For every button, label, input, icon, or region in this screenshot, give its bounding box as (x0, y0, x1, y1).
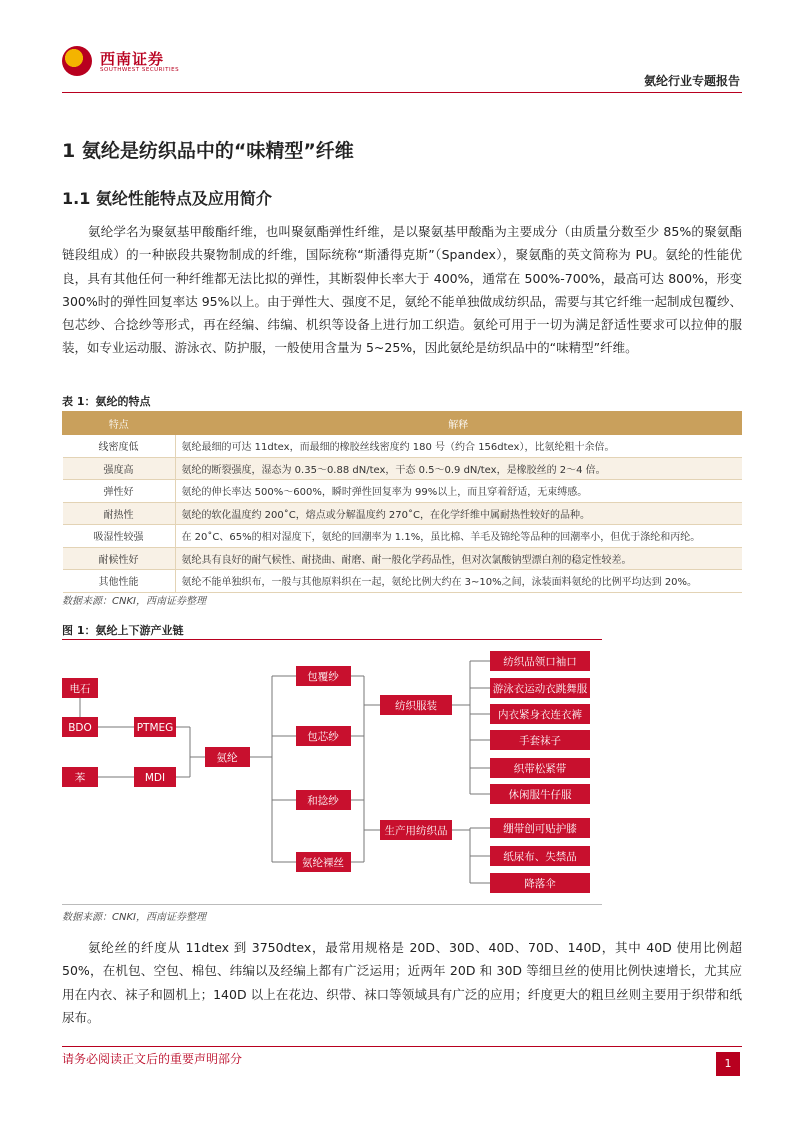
node-mdi: MDI (144, 772, 166, 784)
node-ben: 苯 (74, 772, 86, 784)
node-baoxin: 包芯纱 (307, 731, 339, 743)
node-product: 纸尿布、失禁品 (503, 851, 577, 863)
node-product: 绷带创可贴护膝 (503, 823, 577, 835)
table-1-caption: 表 1：氨纶的特点 (62, 395, 151, 408)
feature-desc: 氨纶的断裂强度，湿态为 0.35～0.88 dN/tex，干态 0.5～0.9 dN/tex，是橡胶丝的 2～4 倍。 (175, 457, 742, 480)
table-header-cell: 解释 (175, 412, 742, 435)
table-1-source: 数据来源：CNKI，西南证券整理 (62, 596, 206, 607)
feature-desc: 氨纶的软化温度约 200˚C，熔点或分解温度约 270˚C，在化学纤维中属耐热性较好的品种。 (175, 502, 742, 525)
section-1-heading: 1 氨纶是纺织品中的“味精型”纤维 (62, 140, 354, 162)
node-fangzhi: 纺织服装 (395, 700, 437, 712)
footer-rule (62, 1046, 742, 1047)
node-baofu: 包覆纱 (307, 671, 339, 683)
node-dianshi: 电石 (69, 683, 91, 695)
feature-desc: 在 20˚C、65%的相对湿度下，氨纶的回潮率为 1.1%，虽比棉、羊毛及锦纶等品种的回潮率小，但优于涤纶和丙纶。 (175, 525, 742, 548)
node-luosi: 氨纶裸丝 (302, 857, 344, 869)
feature-desc: 氨纶不能单独织布，一般与其他原料织在一起，氨纶比例大约在 3~10%之间，泳装面料氨纶的比例平均达到 20%。 (175, 570, 742, 593)
node-ptmeg: PTMEG (136, 722, 174, 734)
intro-paragraph: 氨纶学名为聚氨基甲酸酯纤维，也叫聚氨酯弹性纤维，是以聚氨基甲酸酯为主要成分（由质量分数至少 85%的聚氨酯链段组成）的一种嵌段共聚物制成的纤维，国际统称“斯潘得克斯”（Spandex），聚氨酯的英文简称为 PU。氨纶的性能优良，具有其他任何一种纤维都无法比拟的弹性，其断裂伸长率大于 400%，通常在 500%-700%，最高可达 800%，形变 300%时的弹性回复率达 95%以上。由于弹性大、强度不足，氨纶不能单独做成纺织品，需要与其它纤维一起制成包覆纱、包芯纱、合捻纱等形式，再在经编、纬编、机织等设备上进行加工织造。氨纶可用于一切为满足舒适性要求可以拉伸的服装，如专业运动服、游泳衣、防护服，一般使用含量为 5~25%，因此氨纶是纺织品中的“味精型”纤维。 (62, 224, 742, 356)
feature-name: 吸湿性较强 (63, 525, 176, 548)
node-henian: 和捻纱 (307, 795, 339, 807)
figure-1-source: 数据来源：CNKI，西南证券整理 (62, 912, 206, 923)
feature-desc: 氨纶最细的可达 11dtex，而最细的橡胶丝线密度约 180 号（约合 156dtex），比氨纶粗十余倍。 (175, 435, 742, 458)
report-title: 氨纶行业专题报告 (643, 74, 740, 88)
feature-desc: 氨纶具有良好的耐气候性、耐挠曲、耐磨、耐一般化学药品性，但对次氯酸钠型漂白剂的稳定性较差。 (175, 547, 742, 570)
disclaimer-notice: 请务必阅读正文后的重要声明部分 (62, 1052, 243, 1066)
node-shengchan: 生产用纺织品 (384, 825, 448, 837)
figure-1-caption: 图 1：氨纶上下游产业链 (62, 624, 184, 637)
node-bdo: BDO (68, 722, 92, 734)
node-anlun: 氨纶 (216, 752, 238, 764)
node-product: 手套袜子 (519, 735, 561, 747)
node-product: 游泳衣运动衣跳舞服 (492, 683, 588, 695)
feature-name: 弹性好 (63, 480, 176, 503)
logo-text: 西南证券 (100, 50, 165, 68)
figure-bottom-rule (62, 904, 602, 905)
page-number: 1 (716, 1052, 740, 1076)
table-header-cell: 特点 (63, 412, 176, 435)
section-1-1-heading: 1.1 氨纶性能特点及应用简介 (62, 189, 272, 208)
feature-name: 耐候性好 (63, 547, 176, 570)
node-product: 织带松紧带 (513, 763, 567, 775)
denier-paragraph: 氨纶丝的纤度从 11dtex 到 3750dtex，最常用规格是 20D、30D、40D、70D、140D，其中 40D 使用比例超 50%，在机包、空包、棉包、纬编以及经编上都有广泛运用；近两年 20D 和 30D 等细旦丝的使用比例快速增长，尤其应用在内衣、袜子和圆机上；140D 以上在花边、织带、袜口等领域具有广泛的应用；纤度更大的粗旦丝则主要用于织带和纸尿布。 (62, 940, 742, 1025)
feature-name: 强度高 (63, 457, 176, 480)
feature-desc: 氨纶的伸长率达 500%～600%，瞬时弹性回复率为 99%以上，而且穿着舒适，无束缚感。 (175, 480, 742, 503)
feature-name: 其他性能 (63, 570, 176, 593)
node-product: 休闲服牛仔服 (508, 789, 572, 801)
feature-name: 线密度低 (63, 435, 176, 458)
node-product: 降落伞 (524, 878, 556, 890)
node-product: 纺织品领口袖口 (503, 656, 577, 668)
node-product: 内衣紧身衣连衣裤 (498, 709, 582, 721)
feature-name: 耐热性 (63, 502, 176, 525)
logo-subtext: SOUTHWEST SECURITIES (100, 67, 180, 73)
